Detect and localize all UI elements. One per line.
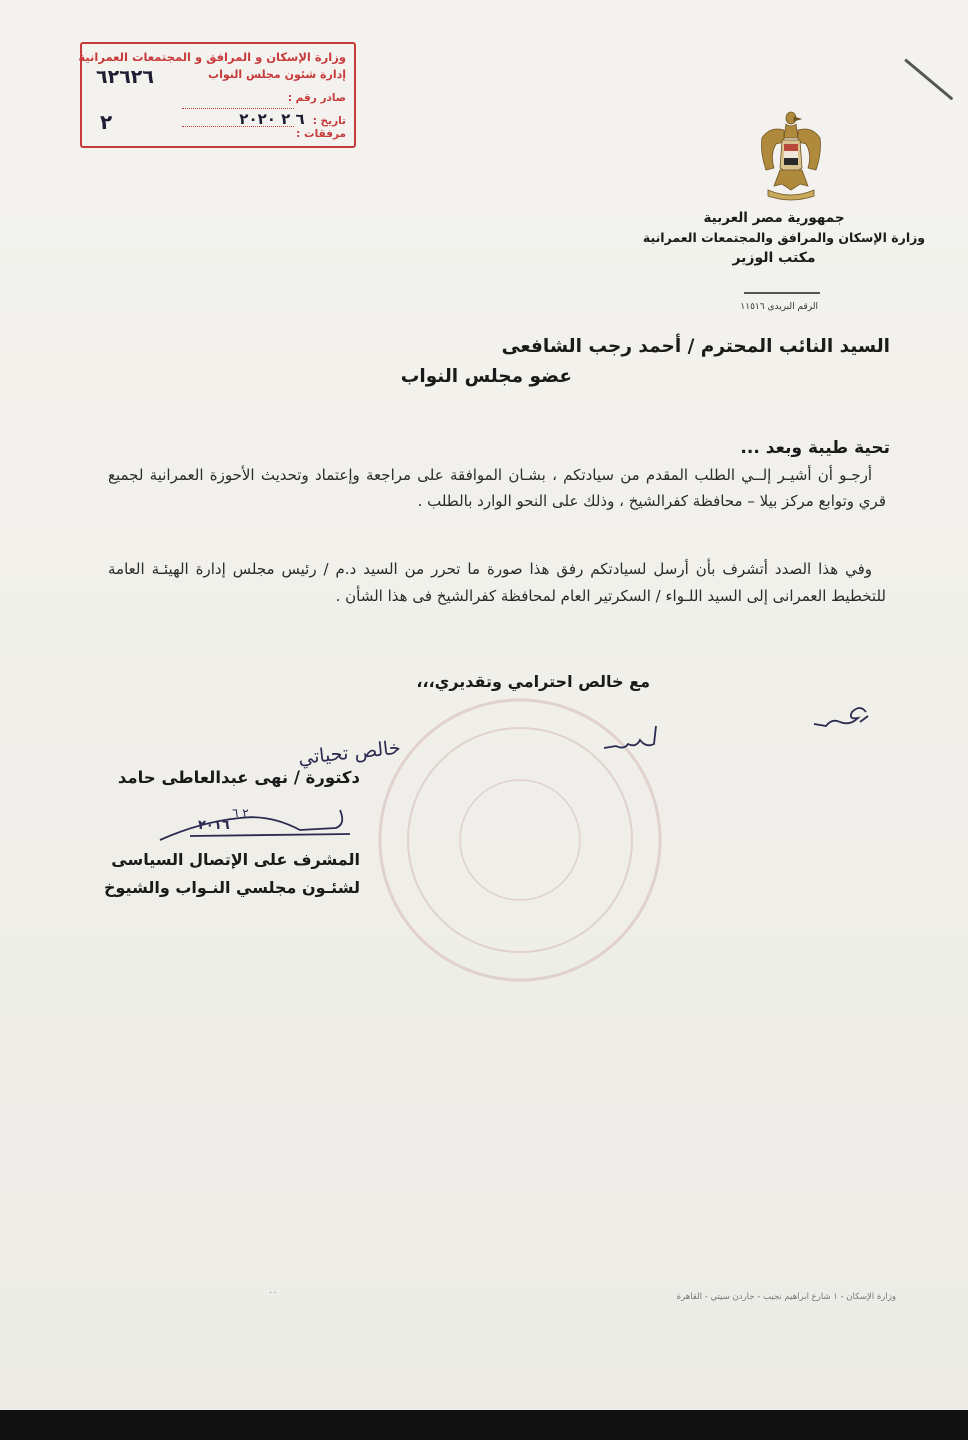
- country-name: جمهورية مصر العربية: [703, 210, 845, 226]
- closing-line: مع خالص احترامي وتقديري،،،: [416, 672, 650, 691]
- stamp-department: إدارة شئون مجلس النواب: [208, 68, 346, 81]
- body-paragraph-2: وفي هذا الصدد أتشرف بأن أرسل لسيادتكم رفق هذا صورة ما تحرر من السيد د.م / رئيس مجلس إدارة الهيئـة العامة للتخطيط العمرانى إلى السيد اللـواء / السكرتير العام لمحافظة كفرالشيخ فى هذا الشأن .: [108, 560, 886, 605]
- stamp-date-row: تاريخ :٦ ٢ ٢٠٢٠: [239, 110, 346, 128]
- ministry-header: [624, 208, 924, 268]
- scan-bottom-edge: [0, 1410, 968, 1440]
- eagle-emblem-icon: [758, 108, 824, 204]
- signature-mark-1: [800, 698, 880, 738]
- ministry-name: وزارة الإسكان والمرافق والمجتمعات العمرانية: [642, 230, 926, 245]
- stamp-date-value: ٦ ٢ ٢٠٢٠: [239, 110, 305, 128]
- body-paragraph-1: أرجـو أن أشيـر إلــي الطلب المقدم من سيادتكم ، بشـان الموافقة على مراجعة وإعتماد وتحديث الأحوزة العمرانية لجميع قري وتوابع مركز بيلا – محافظة كفرالشيخ ، وذلك على النحو الوارد بالطلب .: [108, 466, 886, 510]
- signature-mark-2: [596, 718, 666, 758]
- stamp-ministry: وزارة الإسكان و المرافق و المجتمعات العمرانية: [78, 50, 346, 64]
- header-divider: [744, 292, 820, 294]
- signatory-name: دكتورة / نهى عبدالعاطى حامد: [117, 768, 360, 787]
- signatory-role-line-1: المشرف على الإتصال السياسى: [111, 850, 360, 869]
- stamp-issue-label: صادر رقم :: [287, 92, 346, 104]
- signature-number: ٢ ٦: [232, 806, 249, 820]
- stamp-rule: [182, 126, 294, 128]
- signature-mark-3: [150, 800, 360, 854]
- addressee-title: عضو مجلس النواب: [400, 366, 572, 387]
- corner-mark: [904, 58, 953, 100]
- signatory-role-line-2: لشئـون مجلسي النـواب والشيوخ: [103, 878, 360, 897]
- addressee-line: السيد النائب المحترم / أحمد رجب الشافعى: [501, 336, 890, 357]
- stamp-number: ٦٢٦٢٦: [96, 66, 154, 88]
- stamp-attachments-count: ٢: [100, 110, 113, 134]
- stamp-attachments-label: مرفقات :: [296, 128, 346, 140]
- signature-date: ٢٠١٦: [198, 818, 230, 833]
- postal-code: الرقم البريدى ١١٥١٦: [740, 302, 818, 312]
- footer-address: وزارة الإسكان - ١ شارع ابراهيم نجيب - جاردن سيتي - القاهرة: [676, 1292, 896, 1302]
- incoming-stamp: [80, 42, 356, 148]
- handwritten-note: خالص تحياتي: [297, 736, 402, 770]
- greeting: تحية طيبة وبعد ...: [740, 438, 890, 458]
- page-mark: ٠٠: [268, 1288, 278, 1298]
- office-name: مكتب الوزير: [732, 250, 816, 266]
